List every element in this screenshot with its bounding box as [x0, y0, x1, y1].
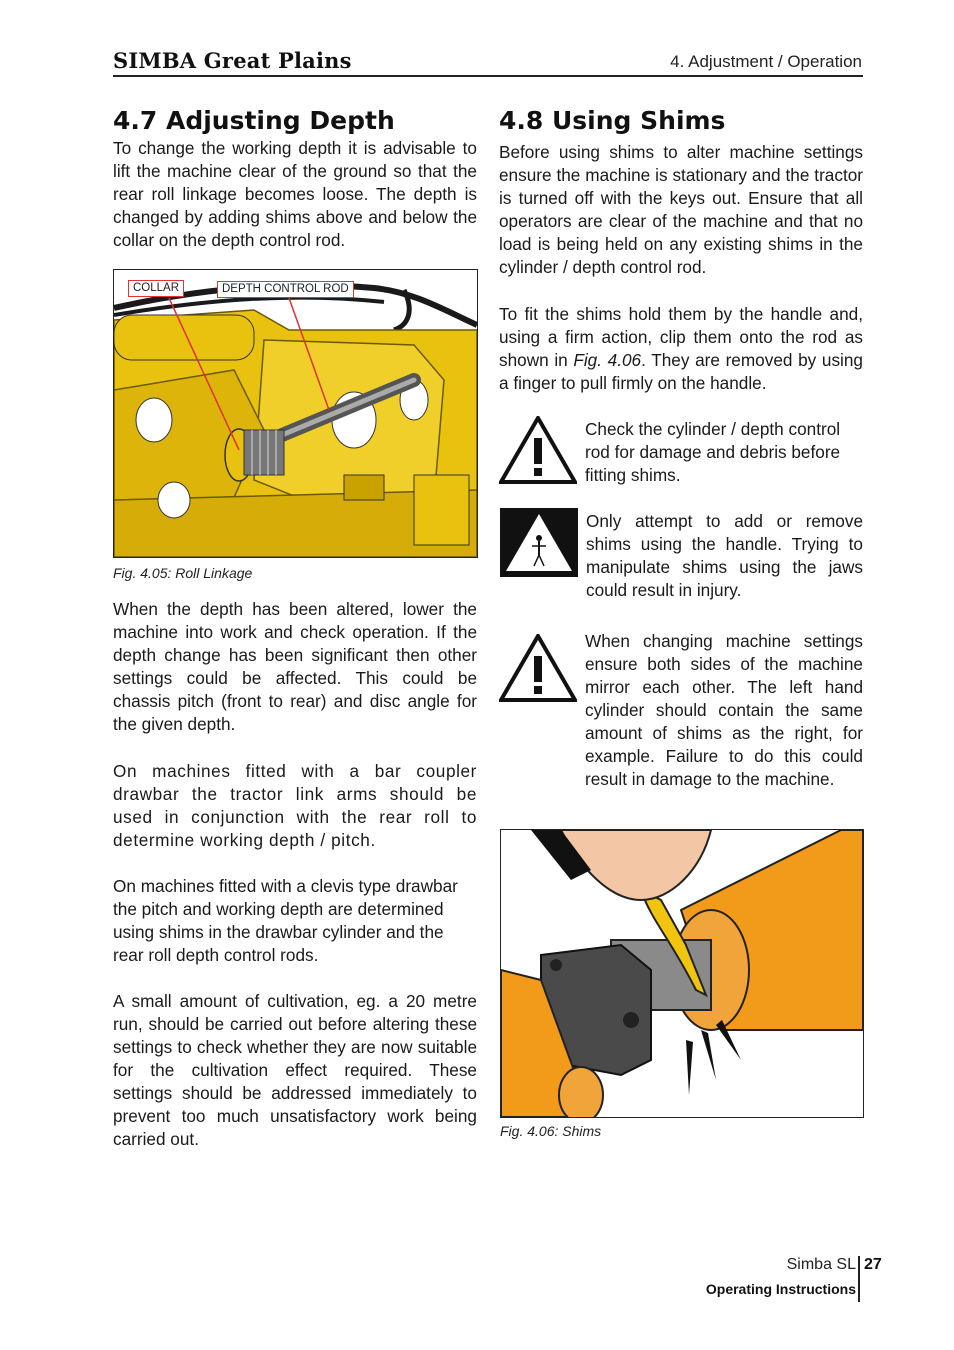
page-number: 27: [864, 1256, 882, 1273]
fit-shims-text-b: . They are removed by using a finger to pull firmly on the handle.: [499, 350, 863, 393]
paragraph-depth-altered: When the depth has been altered, lower the machine into work and check operation. If the depth change has been significant then other settings could be affected. This could be chassis pitch (front to rear) and disc angle for the given depth.: [113, 599, 477, 734]
callout-collar: COLLAR: [128, 280, 184, 297]
paragraph-clevis-drawbar: On machines fitted with a clevis type drawbar the pitch and working depth are determined using shims in the drawbar cylinder and the rear roll depth control rods.: [113, 876, 458, 965]
brand-great-plains: Great Plains: [203, 48, 352, 73]
section-label: 4. Adjustment / Operation: [670, 52, 862, 71]
fit-shims-text-a: To fit the shims hold them by the handle and, using a firm action, clip them onto the rod as shown in: [499, 304, 863, 370]
figure-roll-linkage: [113, 269, 478, 558]
heading-adjusting-depth: 4.7 Adjusting Depth: [113, 106, 395, 135]
brand-simba: SIMBA: [113, 48, 197, 73]
footer-subtitle: Operating Instructions: [705, 1281, 856, 1297]
warning-text-damage: Check the cylinder / depth control rod for damage and debris before fitting shims.: [585, 419, 841, 485]
roll-linkage-illustration: [114, 270, 477, 557]
warning-triangle-icon-2: [499, 634, 577, 702]
warning-text-handle: Only attempt to add or remove shims using the handle. Trying to manipulate shims using the jaws could result in injury.: [586, 511, 863, 600]
caption-fig-4-05: Fig. 4.05: Roll Linkage: [113, 565, 253, 581]
paragraph-before-shims: Before using shims to alter machine settings ensure the machine is stationary and the tractor is turned off with the keys out. Ensure that all operators are clear of the machine and that no load is being held on any existing shims in the cylinder / depth control rod.: [499, 142, 863, 277]
fig-reference: Fig. 4.06: [573, 350, 642, 370]
paragraph-cultivation-run: A small amount of cultivation, eg. a 20 metre run, should be carried out before altering these settings to check whether they are now suitable for the cultivation effect required. These settings should be addressed immediately to prevent too much unsatisfactory work being carried out.: [113, 991, 477, 1149]
figure-shims: [500, 829, 864, 1118]
heading-using-shims: 4.8 Using Shims: [499, 106, 726, 135]
callout-depth-control-rod: DEPTH CONTROL ROD: [217, 281, 354, 298]
hand-injury-warning-icon: [500, 508, 578, 577]
header-rule: [113, 75, 863, 77]
brand-logo: [113, 48, 352, 73]
caption-fig-4-06: Fig. 4.06: Shims: [500, 1123, 602, 1139]
intro-paragraph: To change the working depth it is advisable to lift the machine clear of the ground so that the rear roll linkage becomes loose. The depth is changed by adding shims above and below the collar on the depth control rod.: [113, 138, 477, 250]
warning-text-mirror: When changing machine settings ensure both sides of the machine mirror each other. The left hand cylinder should contain the same amount of shims as the right, for example. Failure to do this could result in damage to the machine.: [585, 631, 863, 789]
shims-illustration: [501, 830, 863, 1117]
footer-divider: [858, 1256, 860, 1302]
footer-title: Simba SL: [786, 1256, 856, 1273]
warning-triangle-icon: [499, 416, 577, 484]
paragraph-bar-coupler: On machines fitted with a bar coupler drawbar the tractor link arms should be used in conjunction with the rear roll to determine working depth / pitch.: [113, 761, 477, 850]
paragraph-fit-shims: [499, 303, 863, 395]
